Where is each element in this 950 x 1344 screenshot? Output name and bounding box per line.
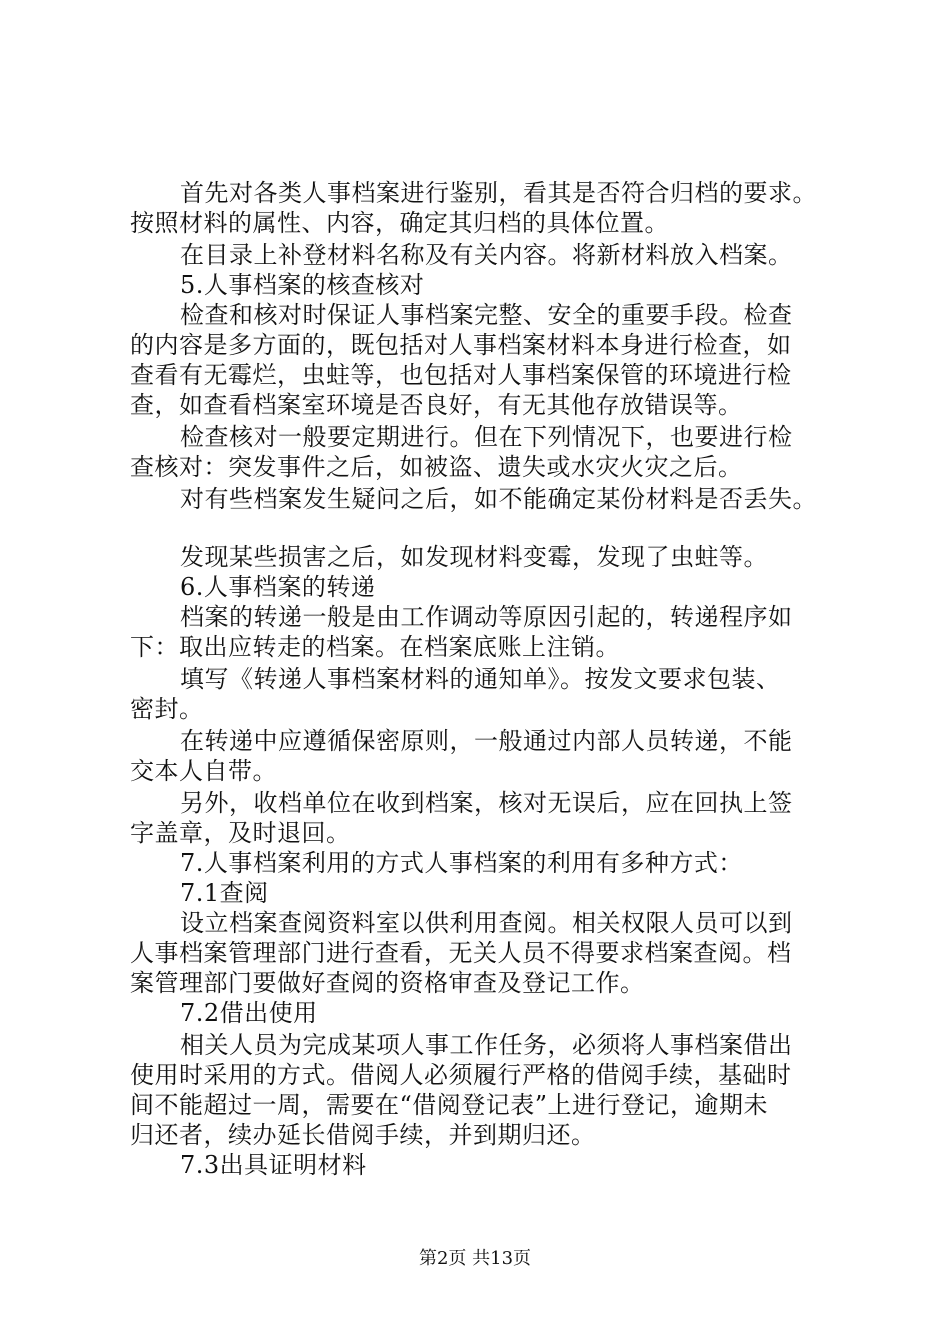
text-line: 密封。 (130, 695, 204, 723)
section-heading: 5.人事档案的核查核对 (180, 271, 425, 299)
text-line: 字盖章，及时退回。 (130, 819, 351, 847)
section-heading: 7.人事档案利用的方式人事档案的利用有多种方式： (180, 849, 743, 877)
text-line: 查看有无霉烂，虫蛀等，也包括对人事档案保管的环境进行检 (130, 361, 792, 389)
text-line: 相关人员为完成某项人事工作任务，必须将人事档案借出 (180, 1031, 793, 1059)
text-line: 归还者，续办延长借阅手续，并到期归还。 (130, 1121, 596, 1149)
text-line: 在转递中应遵循保密原则，一般通过内部人员转递，不能 (180, 727, 793, 755)
text-line: 使用时采用的方式。借阅人必须履行严格的借阅手续，基础时 (130, 1061, 792, 1089)
text-line: 另外，收档单位在收到档案，核对无误后，应在回执上签 (180, 789, 793, 817)
text-line: 检查和核对时保证人事档案完整、安全的重要手段。检查 (180, 301, 793, 329)
text-line: 的内容是多方面的，既包括对人事档案材料本身进行检查，如 (130, 331, 792, 359)
text-line: 设立档案查阅资料室以供利用查阅。相关权限人员可以到 (180, 909, 793, 937)
text-line: 查核对：突发事件之后，如被盗、遗失或水灾火灾之后。 (130, 453, 743, 481)
subsection-heading: 7.3出具证明材料 (180, 1151, 367, 1179)
text-line: 案管理部门要做好查阅的资格审查及登记工作。 (130, 969, 645, 997)
text-line: 填写《转递人事档案材料的通知单》。按发文要求包装、 (180, 665, 781, 693)
subsection-heading: 7.2借出使用 (180, 999, 318, 1027)
text-line: 检查核对一般要定期进行。但在下列情况下，也要进行检 (180, 423, 793, 451)
text-line: 发现某些损害之后，如发现材料变霉，发现了虫蛀等。 (180, 543, 768, 571)
text-line: 在目录上补登材料名称及有关内容。将新材料放入档案。 (180, 241, 793, 269)
text-line: 人事档案管理部门进行查看，无关人员不得要求档案查阅。档 (130, 939, 792, 967)
page-footer: 第2页 共13页 (418, 1248, 532, 1269)
text-line: 下：取出应转走的档案。在档案底账上注销。 (130, 633, 620, 661)
text-line: 档案的转递一般是由工作调动等原因引起的，转递程序如 (180, 603, 793, 631)
text-line: 首先对各类人事档案进行鉴别，看其是否符合归档的要求。 (180, 179, 817, 207)
text-line: 按照材料的属性、内容，确定其归档的具体位置。 (130, 209, 669, 237)
text-line: 查，如查看档案室环境是否良好，有无其他存放错误等。 (130, 391, 743, 419)
text-line: 对有些档案发生疑问之后，如不能确定某份材料是否丢失。 (180, 485, 817, 513)
text-line: 间不能超过一周，需要在“借阅登记表”上进行登记，逾期未 (130, 1091, 769, 1119)
text-line: 交本人自带。 (130, 757, 277, 785)
subsection-heading: 7.1查阅 (180, 879, 269, 907)
section-heading: 6.人事档案的转递 (180, 573, 376, 601)
